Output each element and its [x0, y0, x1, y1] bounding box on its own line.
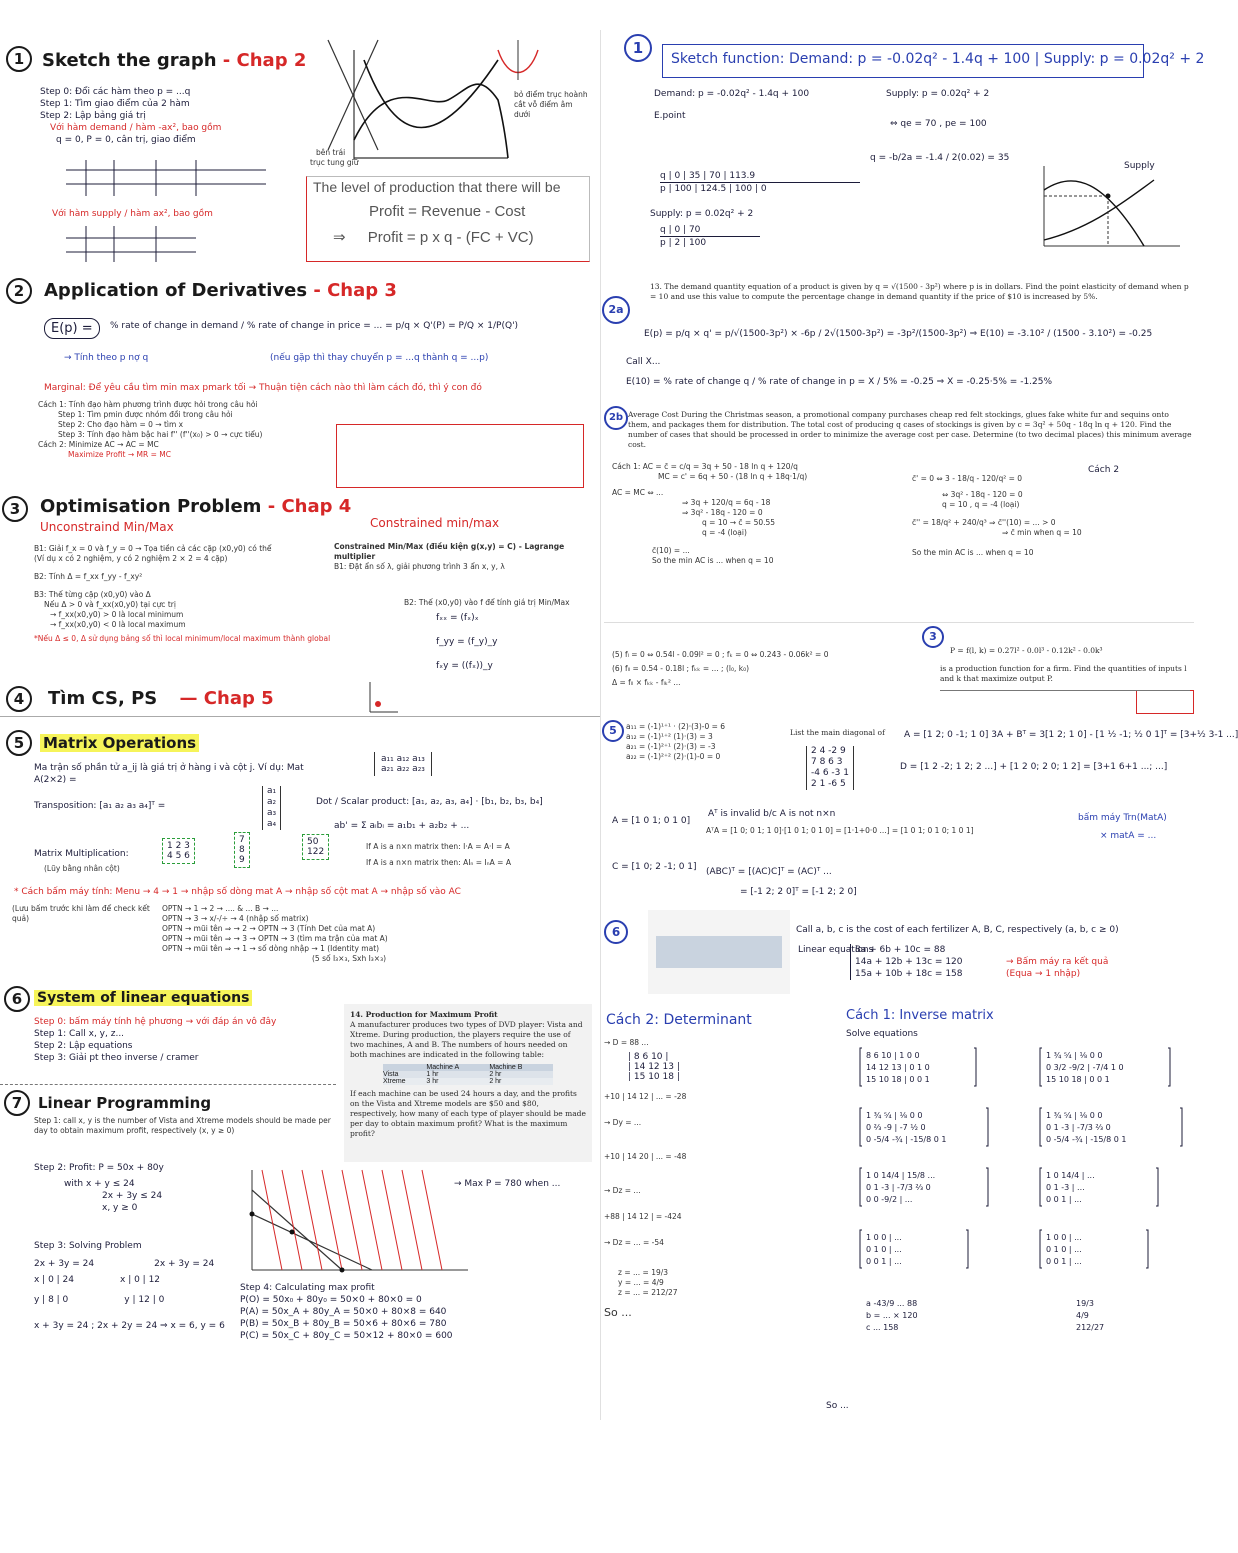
- opt-step: → f_xx(x0,y0) > 0 là local minimum: [50, 610, 184, 619]
- det-matrix: | 8 6 10 | | 14 12 13 | | 15 10 18 |: [628, 1052, 680, 1082]
- implies-arrow: ⇒: [333, 229, 346, 246]
- ac-line: ⇒ 3q + 120/q = 6q - 18: [682, 498, 771, 507]
- ac2-line: q = 10 , q = -4 (loại): [942, 500, 1020, 509]
- supply-note: Với hàm supply / hàm ax², bao gồm: [52, 209, 213, 219]
- profit-formula: Profit = Revenue - Cost: [369, 203, 526, 220]
- lp-line: x | 0 | 12: [120, 1275, 161, 1285]
- graph-label: bỏ điểm trục hoành: [514, 90, 588, 99]
- svg-text:a -43/9 ... 88: a -43/9 ... 88: [866, 1299, 918, 1308]
- section-title: [40, 496, 351, 517]
- section-title-text: Sketch the graph: [42, 50, 217, 71]
- section-number: 3: [2, 496, 28, 522]
- matrix-mult-note: (Lũy bằng nhân cột): [44, 864, 120, 873]
- section-title-text: System of linear equations: [34, 990, 252, 1006]
- ac-line: AC = MC ⇔ ...: [612, 488, 664, 497]
- section-divider: [0, 716, 600, 717]
- graph-label: trục tung giữ: [310, 158, 359, 167]
- opt-step: B2: Tính Δ = f_xx f_yy - f_xy²: [34, 572, 143, 581]
- lp-feasible-region-graph: [232, 1170, 472, 1276]
- calc-step: OPTN → mũi tên ⇒ → 2 → OPTN → 3 (Tính Det của mat A): [162, 924, 376, 933]
- graph-label: cắt vỗ điểm âm: [514, 100, 573, 109]
- section-number: 1: [624, 34, 652, 62]
- chapter-tag: — Chap 5: [179, 688, 274, 709]
- section-title-text: Matrix Operations: [40, 734, 199, 752]
- ac-line: q = 10 → c̄ = 50.55: [702, 518, 776, 527]
- fertilizer-table: [656, 936, 782, 968]
- step-item: Step 1: Tìm giao điểm của 2 hàm: [40, 99, 190, 109]
- linear-steps: [34, 1016, 334, 1064]
- det-result: z = ... = 19/3: [618, 1268, 669, 1277]
- det-line: +88 | 14 12 | = -424: [604, 1212, 682, 1221]
- empty-red-box: [336, 424, 584, 488]
- method-1-step: Step 2: Cho đạo hàm = 0 → tìm x: [58, 420, 184, 429]
- fertilizer-equations: [850, 944, 1000, 980]
- svg-text:0 -5/4 -¾ | -15/8 0 1: 0 -5/4 -¾ | -15/8 0 1: [866, 1135, 947, 1144]
- opt-note: *Nếu Δ ≤ 0, Δ sử dụng bảng số thì local minimum/local maximum thành global: [34, 634, 331, 643]
- method-1-title: Cách 1: Tính đạo hàm phương trình được hỏi trong câu hỏi: [38, 400, 258, 409]
- section-divider: [604, 622, 1194, 623]
- transposed-column: a₁ a₂ a₃ a₄: [262, 786, 281, 830]
- elasticity-work: E(p) = p/q × q' = p/√(1500-3p²) × -6p / 2√(1500-3p²) = -3p²/(1500-3p²) ⇒ E(10) = -3.10² / (1500 - 3.10²) = -0.25: [644, 329, 1153, 339]
- lagrange-step: B1: Đặt ẩn số λ, giải phương trình 3 ẩn x, y, λ: [334, 562, 505, 571]
- det-line: → Dz = ...: [604, 1186, 641, 1195]
- lp-constraint: 2x + 3y ≤ 24: [102, 1191, 163, 1201]
- section-number: 2a: [602, 296, 630, 324]
- demand-note: Với hàm demand / hàm -ax², bao gồm: [50, 123, 222, 133]
- table-cell: Vista: [383, 1071, 399, 1078]
- section-number: 2: [6, 278, 32, 304]
- svg-text:c ... 158: c ... 158: [866, 1323, 899, 1332]
- fertilizer-problem-card: [648, 910, 790, 994]
- section-title-text: Optimisation Problem: [40, 496, 262, 517]
- fertilizer-equation: 15a + 10b + 18c = 158: [855, 969, 963, 979]
- invalid-note: Aᵀ is invalid b/c A is not n×n: [708, 809, 836, 819]
- section-title: [48, 688, 274, 709]
- value-table-sketch: [66, 160, 306, 200]
- lp-line: 2x + 3y = 24: [154, 1259, 215, 1269]
- det-line: +10 | 14 20 | ... = -48: [604, 1152, 687, 1161]
- table-header: Machine B: [489, 1064, 523, 1071]
- ac-line: Cách 1: AC = c̄ = c/q = 3q + 50 - 18 ln q + 120/q: [612, 462, 798, 471]
- identity-rule-2: If A is a n×n matrix then: AIₙ = IₙA = A: [366, 858, 511, 867]
- ac-line: ⇒ 3q² - 18q - 120 = 0: [682, 508, 763, 517]
- svg-text:1 0 0 | ...: 1 0 0 | ...: [866, 1233, 902, 1242]
- table-cell: 1 hr: [426, 1071, 439, 1078]
- elasticity-note: → Tính theo p nợ q: [64, 353, 149, 363]
- aᵀ-work: AᵀA = [1 0; 0 1; 1 0]·[1 0 1; 0 1 0] = [1·1+0·0 ...] = [1 0 1; 0 1 0; 1 0 1]: [706, 826, 974, 835]
- table-header: [383, 1064, 426, 1071]
- table-cell: 2 hr: [489, 1078, 502, 1085]
- section-title-text: Application of Derivatives: [44, 280, 308, 301]
- ac-method-2: [912, 474, 1188, 558]
- table-cell: Xtreme: [383, 1078, 406, 1085]
- solve-equations-label: Solve equations: [846, 1029, 918, 1039]
- chapter-tag: - Chap 2: [222, 50, 307, 71]
- section-title: [38, 1094, 211, 1112]
- calculator-instructions: * Cách bấm máy tính: Menu → 4 → 1 → nhập số dòng mat A → nhập số cột mat A → nhập số vào AC: [14, 887, 461, 897]
- section-title: [40, 734, 199, 752]
- svg-text:1 ¾ ⁵⁄₄ | ⅛ 0 0: 1 ¾ ⁵⁄₄ | ⅛ 0 0: [1046, 1051, 1103, 1060]
- matrix-result-sketch: 50 122: [302, 834, 329, 860]
- lp-step-4: [240, 1282, 480, 1342]
- fertilizer-equation: 8a + 6b + 10c = 88: [855, 945, 946, 955]
- lp-calc-line: P(B) = 50x_B + 80y_B = 50×6 + 80×6 = 780: [240, 1319, 447, 1329]
- ac-line: MC = c' = 6q + 50 - (18 ln q + 18q·1/q): [658, 472, 808, 481]
- ac2-line: c̄' = 0 ⇔ 3 - 18/q - 120/q² = 0: [912, 474, 1023, 483]
- matrix-ops-row-1: A = [1 2; 0 -1; 1 0] 3A + Bᵀ = 3[1 2; 1 0] - [1 ½ -1; ½ 0 1]ᵀ = [3+½ 3-1 ...]: [904, 730, 1238, 740]
- matrix-a-right: A = [1 0 1; 0 1 0]: [612, 816, 691, 826]
- method-1: [38, 400, 338, 460]
- svg-text:15 10 18 | 0 0 1: 15 10 18 | 0 0 1: [1046, 1075, 1110, 1084]
- method-2-sub: Maximize Profit → MR = MC: [68, 450, 171, 459]
- section-title-text: Tìm CS, PS: [48, 688, 158, 709]
- section-number: 2b: [604, 406, 628, 430]
- demand-eq: Demand: p = -0.02q² - 1.4q + 100: [654, 89, 810, 99]
- r3-work: (5) fₗ = 0 ⇔ 0.54l - 0.09l² = 0 ; fₖ = 0 ⇔ 0.243 - 0.06k² = 0 (6) fₗₗ = 0.54 - 0.18l ; fₖₖ = ... ; (l₀, k₀) Δ = fₗₗ × fₖₖ - fₗₖ² ...: [612, 650, 829, 687]
- ac2-line: ⇔ 3q² - 18q - 120 = 0: [942, 490, 1023, 499]
- problem-14-card: [344, 1004, 592, 1162]
- supply-table-row: q | 0 | 70: [660, 224, 760, 237]
- svg-text:0 1 0 | ...: 0 1 0 | ...: [1046, 1245, 1082, 1254]
- call-x: Call X...: [626, 357, 661, 367]
- linear-equations-label: Linear equations: [798, 945, 874, 955]
- calc-foot: (5 số I₃×₃, Sxh I₃×₃): [312, 954, 387, 963]
- production-question: is a production function for a firm. Find the quantities of inputs l and k that maximize output P.: [940, 664, 1187, 683]
- steps-list: [40, 86, 310, 146]
- svg-text:0 1 0 | ...: 0 1 0 | ...: [866, 1245, 902, 1254]
- ac2-line: ⇒ c̄ min when q = 10: [1002, 528, 1082, 537]
- ac-method-2-title: Cách 2: [1088, 465, 1120, 475]
- constrained-steps: [334, 542, 594, 608]
- lp-constraint: x, y ≥ 0: [102, 1203, 138, 1213]
- matrix-mult: Matrix Multiplication:: [34, 849, 129, 859]
- main-diagonal-label: List the main diagonal of: [790, 728, 885, 737]
- sketch-function-header: Sketch function: Demand: p = -0.02q² - 1.4q + 100 | Supply: p = 0.02q² + 2: [662, 44, 1144, 78]
- inverse-conclusion: So ...: [826, 1401, 849, 1411]
- matrix-b-sketch: 7 8 9: [234, 832, 250, 868]
- profit-formula-detail: Profit = p x q - (FC + VC): [367, 229, 534, 246]
- svg-text:0 1 -3 | -7/3 ⅔ 0: 0 1 -3 | -7/3 ⅔ 0: [1046, 1123, 1111, 1132]
- section-number: 6: [4, 986, 30, 1012]
- lp-tables: [34, 1258, 234, 1306]
- lp-constraints: [64, 1178, 204, 1214]
- marginal-note: Marginal: Để yêu cầu tìm min max pmark tối → Thuận tiện cách nào thì làm cách đó, thì ý con đó: [44, 383, 482, 393]
- svg-text:b = ... × 120: b = ... × 120: [866, 1311, 918, 1320]
- unconstrained-steps: [34, 544, 334, 644]
- determinant-work: [604, 1036, 832, 1318]
- section-title: [42, 50, 306, 71]
- ac-method-1: [612, 462, 902, 566]
- svg-text:0 3/2 -9/2 | -7/4 1 0: 0 3/2 -9/2 | -7/4 1 0: [1046, 1063, 1124, 1072]
- gauss-jordan-work: [846, 1044, 1196, 1394]
- calculator-steps: [162, 904, 542, 964]
- transposition: Transposition: [a₁ a₂ a₃ a₄]ᵀ =: [34, 801, 166, 811]
- svg-text:15 10 18 | 0 0 1: 15 10 18 | 0 0 1: [866, 1075, 930, 1084]
- profit-formula-expanded: [307, 220, 589, 246]
- diagonal-matrix: 2 4 -2 9 7 8 6 3 -4 6 -3 1 2 1 -6 5: [806, 746, 854, 790]
- equilibrium-graph: [1034, 160, 1184, 260]
- calculator-hint-2: × matA = ...: [1100, 831, 1157, 841]
- det-line: → Dy = ...: [604, 1118, 642, 1127]
- table-cell: 3 hr: [426, 1078, 439, 1085]
- elasticity-note-2: (nếu gặp thì thay chuyển p = ...q thành q = ...p): [270, 353, 489, 363]
- fertilizer-equation: 14a + 12b + 13c = 120: [855, 957, 963, 967]
- svg-text:4/9: 4/9: [1076, 1311, 1089, 1320]
- det-result: y = ... = 4/9: [618, 1278, 664, 1287]
- ac-line: q = -4 (loại): [702, 528, 747, 537]
- section-number: 5: [6, 730, 32, 756]
- section-number: 7: [4, 1090, 30, 1116]
- section-number: 5: [602, 720, 624, 742]
- ac-conclusion: So the min AC is ... when q = 10: [652, 556, 774, 565]
- method-2-title: Cách 2: Minimize AC → AC = MC: [38, 440, 159, 449]
- method-1-step: Step 1: Tìm pmin được nhóm đồi trong câu hỏi: [58, 410, 233, 419]
- matrix-def: Ma trận số phần tử a_ij là giá trị ở hàng i và cột j. Ví dụ: Mat A(2×2) =: [34, 763, 304, 785]
- percentage-change: E(10) = % rate of change q / % rate of change in p = X / 5% = -0.25 ⇒ X = -0.25·5% = -1.25%: [626, 377, 1053, 387]
- second-derivative-xy: fₓy = ((fₓ))_y: [436, 661, 493, 671]
- section-number: 6: [604, 920, 628, 944]
- lp-step-3: Step 3: Solving Problem: [34, 1241, 142, 1251]
- linear-step: Step 3: Giải pt theo inverse / cramer: [34, 1053, 199, 1063]
- det-line: +10 | 14 12 | ... = -28: [604, 1092, 687, 1101]
- svg-text:0 -5/4 -¾ | -15/8 0 1: 0 -5/4 -¾ | -15/8 0 1: [1046, 1135, 1127, 1144]
- svg-text:14 12 13 | 0 1 0: 14 12 13 | 0 1 0: [866, 1063, 930, 1072]
- cofactor-work: a₁₁ = (-1)¹⁺¹ · (2)·(3)-0 = 6 a₁₂ = (-1)¹⁺² (1)·(3) = 3 a₂₁ = (-1)²⁺¹ (2)·(3) = -3 a₂₂ = (-1)²⁺² (2)·(1)-0 = 0: [626, 722, 726, 761]
- lp-step-2: Step 2: Profit: P = 50x + 80y: [34, 1163, 164, 1173]
- step-item: Step 0: Đổi các hàm theo p = ...q: [40, 87, 191, 97]
- supply-eq: Supply: p = 0.02q² + 2: [886, 89, 990, 99]
- opt-step: (Ví dụ x có 2 nghiệm, y có 2 nghiệm 2 × 2 = 4 cặp): [34, 554, 228, 563]
- production-function: P = f(l, k) = 0.27l² - 0.0l³ - 0.12k² - 0.0k³: [950, 646, 1103, 655]
- problem-tail: If each machine can be used 24 hours a day, and the profits on the Vista and Xtreme models are $50 and $80, respectively, how many of each type of player should be made per day to obtain maximum profit? What is the maximum profit?: [350, 1089, 586, 1138]
- lagrange-step: B2: Thế (x0,y0) vào f để tính giá trị Min/Max: [404, 598, 570, 607]
- identity-rule: If A is a n×n matrix then: I·A = A·I = A: [366, 842, 510, 851]
- ac-line: c̄(10) = ...: [652, 546, 690, 555]
- lp-constraint: with x + y ≤ 24: [64, 1179, 135, 1189]
- lp-step-4-title: Step 4: Calculating max profit: [240, 1283, 375, 1293]
- lp-calc-line: P(C) = 50x_C + 80y_C = 50×12 + 80×0 = 600: [240, 1331, 453, 1341]
- section-number: 1: [6, 46, 32, 72]
- fertilizer-call: Call a, b, c is the cost of each fertilizer A, B, C, respectively (a, b, c ≥ 0): [796, 925, 1119, 935]
- dot-product: Dot / Scalar product: [a₁, a₂, a₃, a₄] · [b₁, b₂, b₃, b₄]: [316, 797, 543, 807]
- production-level-text: The level of production that there will be: [313, 179, 561, 195]
- matrix-a-example: a₁₁ a₁₂ a₁₃ a₂₁ a₂₂ a₂₃: [374, 752, 432, 776]
- svg-text:0 1 -3 | ...: 0 1 -3 | ...: [1046, 1183, 1085, 1192]
- svg-text:212/27: 212/27: [1076, 1323, 1105, 1332]
- svg-text:0 0 1 | ...: 0 0 1 | ...: [1046, 1257, 1082, 1266]
- transpose-result: = [-1 2; 2 0]ᵀ = [-1 2; 2 0]: [740, 887, 857, 897]
- section-title: [44, 280, 397, 301]
- max-profit: → Max P = 780 when ...: [454, 1179, 561, 1189]
- lp-calc-line: P(A) = 50x_A + 80y_A = 50×0 + 80×8 = 640: [240, 1307, 447, 1317]
- lagrange-title: Constrained Min/Max (điều kiện g(x,y) = C) - Lagrange multiplier: [334, 542, 565, 561]
- calc-step: OPTN → 3 → x/-/÷ → 4 (nhập số matrix): [162, 914, 309, 923]
- matrix-a-sketch: 1 2 3 4 5 6: [162, 838, 195, 864]
- calc-step: OPTN → mũi tên ⇒ → 3 → OPTN → 3 (tìm ma trận của mat A): [162, 934, 388, 943]
- transpose-product: (ABC)ᵀ = [(AC)C]ᵀ = (AC)ᵀ ...: [706, 867, 832, 877]
- table-cell: 2 hr: [489, 1071, 502, 1078]
- svg-text:1 ¾ ⁵⁄₄ | ⅛ 0 0: 1 ¾ ⁵⁄₄ | ⅛ 0 0: [1046, 1111, 1103, 1120]
- demand-sub: q = 0, P = 0, cân trị, giao điểm: [56, 135, 196, 145]
- calc-step: OPTN → mũi tên ⇒ → 1 → số dòng nhập → 1 (Identity mat): [162, 944, 380, 953]
- supply-table: [660, 224, 760, 249]
- column-divider: [600, 30, 601, 1420]
- graph-label: bên trái: [316, 148, 346, 157]
- opt-step: → f_xx(x0,y0) < 0 là local maximum: [50, 620, 186, 629]
- lp-system: x + 3y = 24 ; 2x + 2y = 24 ⇒ x = 6, y = 6: [34, 1321, 225, 1331]
- det-result: z = ... = 212/27: [618, 1288, 678, 1297]
- average-cost-problem: Average Cost During the Christmas season, a promotional company purchases cheap red felt stockings, glues fake white fur and sequins onto them, and packages them for distribution. The total cost of producing q cases of stockings is given by c = 3q² + 50q - 18q ln q + 120. Find the number of cases that should be processed in order to minimize the average cost per case. Determine (to two decimal places) this minimum average cost.: [628, 410, 1192, 449]
- equilibrium-result: ⇔ qe = 70 , pe = 100: [890, 119, 987, 129]
- svg-text:1 0 0 | ...: 1 0 0 | ...: [1046, 1233, 1082, 1242]
- problem-text: A manufacturer produces two types of DVD player: Vista and Xtreme. During production, the players require the use of two machines, A and B. The numbers of hours needed on both machines are indicated in the following table:: [350, 1020, 583, 1059]
- section-title: [34, 990, 252, 1006]
- section-number: 3: [922, 626, 944, 648]
- section-number: 4: [6, 686, 32, 712]
- constrained-title: Constrained min/max: [370, 516, 500, 530]
- svg-text:0 ⅔ -9 | -7 ½ 0: 0 ⅔ -9 | -7 ½ 0: [866, 1123, 926, 1132]
- axis-sketch: [360, 680, 400, 716]
- lp-line: y | 12 | 0: [124, 1295, 165, 1305]
- calculator-note: (Lưu bấm trước khi làm để check kết quả): [12, 904, 150, 923]
- svg-text:1 0 14/4 | ...: 1 0 14/4 | ...: [1046, 1171, 1095, 1180]
- vertex-calc: q = -b/2a = -1.4 / 2(0.02) = 35: [870, 153, 1010, 163]
- equilibrium-label: E.point: [654, 111, 686, 121]
- step-item: Step 2: Lập bảng giá trị: [40, 111, 146, 121]
- opt-step: B1: Giải f_x = 0 và f_y = 0 → Tọa tiền cả các cặp (x0,y0) có thể: [34, 544, 272, 553]
- det-conclusion: So ...: [604, 1306, 632, 1319]
- calculator-hint: bấm máy Trn(MatA): [1078, 813, 1167, 823]
- elasticity-label: E(p) =: [44, 318, 100, 339]
- machine-table: [383, 1064, 553, 1085]
- method-1-step: Step 3: Tính đạo hàm bậc hai f'' (f''(x₀) > 0 → cực tiểu): [58, 430, 263, 439]
- calc-step: OPTN → 1 → 2 → .... & ... B → ...: [162, 904, 279, 913]
- lp-calc-line: P(O) = 50x₀ + 80y₀ = 50×0 + 80×0 = 0: [240, 1295, 422, 1305]
- opt-step: Nếu Δ > 0 và f_xx(x0,y0) tại cực trị: [44, 600, 176, 609]
- matrix-c-right: C = [1 0; 2 -1; 0 1]: [612, 862, 697, 872]
- demand-table-row: p | 100 | 124.5 | 100 | 0: [660, 184, 767, 194]
- linear-step: Step 0: bấm máy tính hệ phương → với đáp án vô đây: [34, 1017, 277, 1027]
- opt-step: B3: Thế từng cặp (x0,y0) vào Δ: [34, 590, 151, 599]
- svg-text:0 0 1 | ...: 0 0 1 | ...: [1046, 1195, 1082, 1204]
- section-title-text: Linear Programming: [38, 1094, 212, 1112]
- supply-table-sketch: [66, 226, 266, 266]
- dot-product-sum: ab' = Σ aᵢbᵢ = a₁b₁ + a₂b₂ + ...: [334, 821, 470, 831]
- section-divider: [0, 1084, 336, 1085]
- demand-table-row: q | 0 | 35 | 70 | 113.9: [660, 170, 860, 183]
- ac2-line: c̄'' = 18/q² + 240/q³ ⇒ c̄''(10) = ... > 0: [912, 518, 1056, 527]
- determinant-method-title: Cách 2: Determinant: [606, 1012, 752, 1028]
- supply-equation-repeat: Supply: p = 0.02q² + 2: [650, 209, 754, 219]
- elasticity-formula: % rate of change in demand / % rate of change in price = ... = p/q × Q'(P) = P/Q × 1/P(Q'): [110, 321, 519, 331]
- problem-title: 14. Production for Maximum Profit: [350, 1010, 498, 1019]
- lp-line: y | 8 | 0: [34, 1295, 69, 1305]
- second-derivative-xx: fₓₓ = (fₓ)ₓ: [436, 613, 479, 623]
- svg-text:8 6 10 | 1 0 0: 8 6 10 | 1 0 0: [866, 1051, 920, 1060]
- det-line: → D = 88 ...: [604, 1038, 649, 1047]
- svg-text:1 0 14/4 | 15/8 ...: 1 0 14/4 | 15/8 ...: [866, 1171, 936, 1180]
- inverse-method-title: Cách 1: Inverse matrix: [846, 1008, 994, 1023]
- svg-text:0 1 -3 | -7/3 ⅔ 0: 0 1 -3 | -7/3 ⅔ 0: [866, 1183, 931, 1192]
- calculator-note-red: → Bấm máy ra kết quả (Equa → 1 nhập): [1006, 957, 1109, 979]
- demand-table: [660, 170, 860, 195]
- svg-text:19/3: 19/3: [1076, 1299, 1094, 1308]
- supply-table-row: p | 2 | 100: [660, 238, 707, 248]
- linear-step: Step 2: Lập equations: [34, 1041, 133, 1051]
- profit-box: [306, 176, 590, 262]
- chapter-tag: - Chap 3: [313, 280, 397, 301]
- svg-text:0 0 -9/2 | ...: 0 0 -9/2 | ...: [866, 1195, 913, 1204]
- lp-step-1: Step 1: call x, y is the number of Vista and Xtreme models should be made per day to obtain maximum profit, respectively (x, y ≥ 0): [34, 1116, 331, 1135]
- svg-text:1 ¾ ⁵⁄₄ | ⅛ 0 0: 1 ¾ ⁵⁄₄ | ⅛ 0 0: [866, 1111, 923, 1120]
- rule-line: [940, 690, 1190, 691]
- det-line: → Dz = ... = -54: [604, 1238, 664, 1247]
- lp-line: 2x + 3y = 24: [34, 1259, 95, 1269]
- empty-red-box: [1136, 690, 1194, 714]
- linear-step: Step 1: Call x, y, z...: [34, 1029, 125, 1039]
- table-header: Machine A: [426, 1064, 460, 1071]
- unconstrained-title: Unconstraind Min/Max: [40, 520, 174, 534]
- augmented-matrix-steps: [846, 1044, 1196, 1394]
- second-derivative-yy: f_yy = (f_y)_y: [436, 637, 498, 647]
- supply-curve-label: Supply: [1124, 161, 1155, 171]
- chapter-tag: - Chap 4: [267, 496, 352, 517]
- problem-13-text: 13. The demand quantity equation of a product is given by q = √(1500 - 3p²) where p is in dollars. Find the point elasticity of demand when p = 10 and use this value to compute the percentage change in demand quantity if the price of $10 is increased by 5%.: [650, 282, 1189, 301]
- lp-line: x | 0 | 24: [34, 1275, 75, 1285]
- ac2-conclusion: So the min AC is ... when q = 10: [912, 548, 1034, 557]
- matrix-ops-row-2: D = [1 2 -2; 1 2; 2 ...] + [1 2 0; 2 0; 1 2] = [3+1 6+1 ...; ...]: [900, 762, 1168, 772]
- graph-label: dưới: [514, 110, 531, 119]
- svg-text:0 0 1 | ...: 0 0 1 | ...: [866, 1257, 902, 1266]
